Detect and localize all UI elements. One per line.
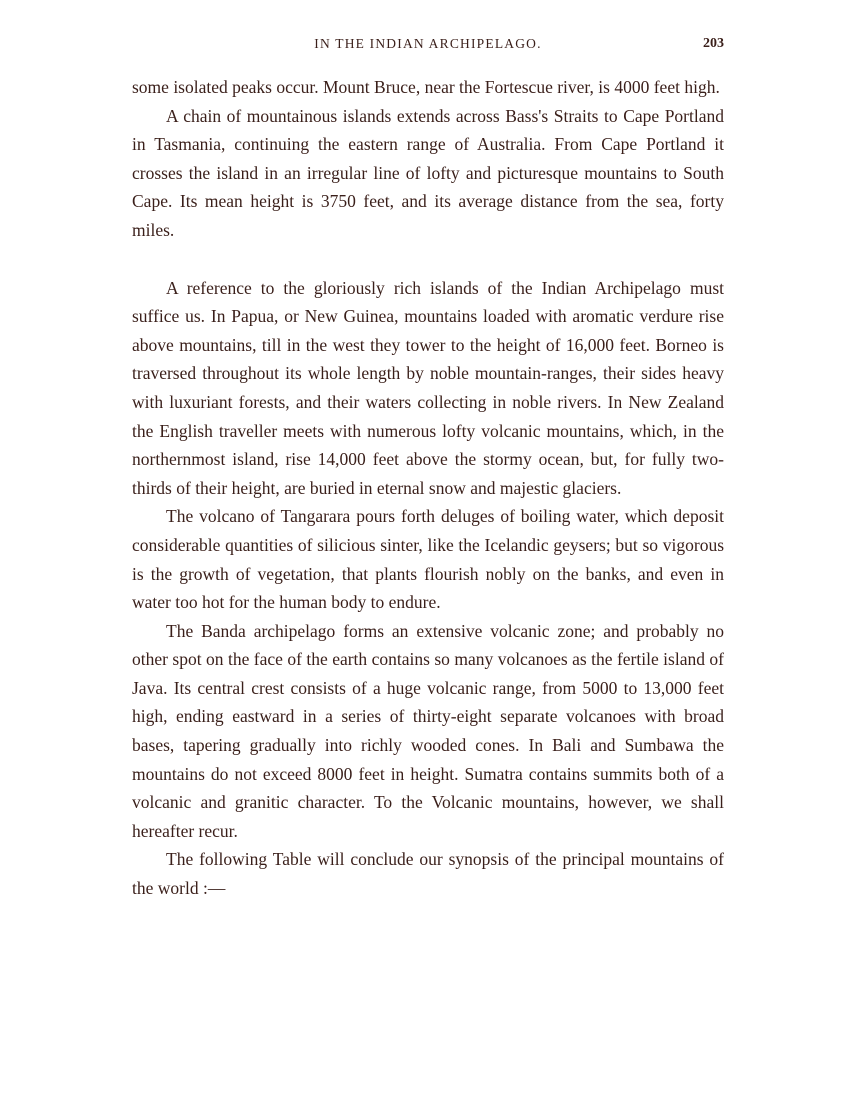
paragraph-continuation: some isolated peaks occur. Mount Bruce, near the Fortescue river, is 4000 feet high. — [132, 77, 720, 97]
running-header — [132, 34, 724, 56]
running-title: IN THE INDIAN ARCHIPELAGO. — [314, 36, 542, 51]
page-number: 203 — [703, 36, 724, 51]
book-page — [132, 34, 724, 903]
paragraph-tasmania: A chain of mountainous islands extends across Bass's Straits to Cape Portland in Tasmania, continuing the eastern range of Australia. From Cape Portland it crosses the island in an irregular line of lofty and picturesque mountains to South Cape. Its mean height is 3750 feet, and its average distance from the sea, forty miles. — [132, 105, 724, 240]
body-text — [132, 73, 724, 903]
paragraph-indian-archipelago: A reference to the gloriously rich islands of the Indian Archipelago must suffice us. In Papua, or New Guinea, mountains loaded with aromatic verdure rise above mountains, till in the west they tower to the height of 16,000 feet. Borneo is traversed throughout its whole length by noble mountain-ranges, their sides heavy with luxuriant forests, and their waters collecting in noble rivers. In New Zealand the English traveller meets with numerous lofty volcanic mountains, which, in the northernmost island, rise 14,000 feet above the stormy ocean, but, for fully two-thirds of their height, are buried in eternal snow and majestic glaciers. — [132, 277, 724, 498]
paragraph-tangarara: The volcano of Tangarara pours forth deluges of boiling water, which deposit considerable quantities of silicious sinter, like the Icelandic geysers; but so vigorous is the growth of vegetation, that plants flourish nobly on the banks, and even in water too hot for the human body to endure. — [132, 506, 724, 613]
paragraph-banda-java: The Banda archipelago forms an extensive volcanic zone; and probably no other spot on the face of the earth contains so many volcanoes as the fertile island of Java. Its central crest consists of a huge volcanic range, from 5000 to 13,000 feet high, ending eastward in a series of thirty-eight separate volcanoes with broad bases, tapering gradually into richly wooded cones. In Bali and Sumbawa the mountains do not exceed 8000 feet in height. Sumatra contains summits both of a volcanic and granitic character. To the Volcanic mountains, however, we shall hereafter recur. — [132, 620, 724, 841]
paragraph-table-intro: The following Table will conclude our synopsis of the principal mountains of the world :— — [132, 849, 724, 899]
